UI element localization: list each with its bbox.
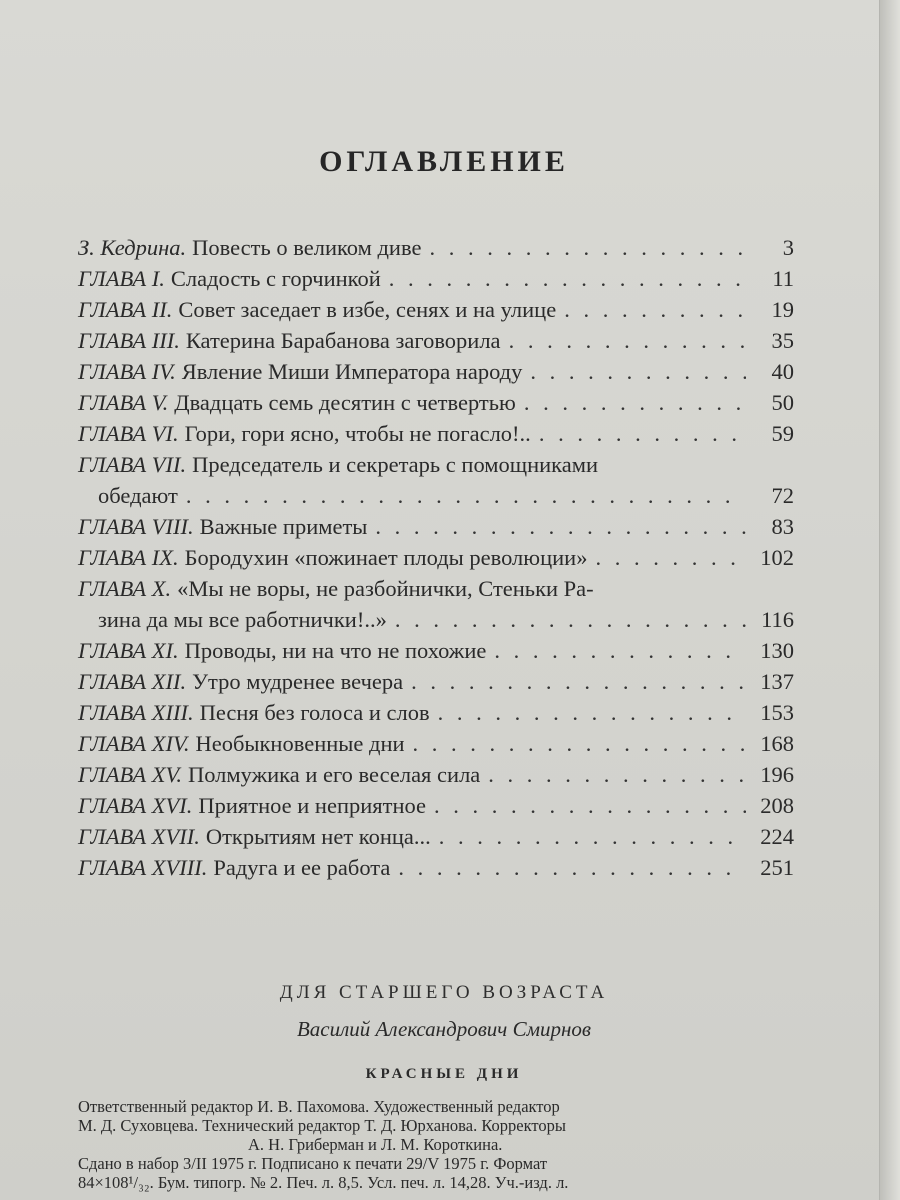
chapter-title: Песня без голоса и слов [199,700,430,725]
page-title: ОГЛАВЛЕНИЕ [319,145,569,178]
chapter-title: «Мы не воры, не разбойнички, Стеньки Ра- [177,576,594,601]
toc-entry [78,821,794,852]
chapter-number: ГЛАВА XV. [78,762,182,787]
page-number: 19 [771,297,794,322]
page-edge [879,0,900,1200]
toc-entry [78,666,794,697]
chapter-title: Председатель и секретарь с помощниками [192,452,599,477]
toc-entry [78,759,794,790]
credits-line: Ответственный редактор И. В. Пахомова. Художественный редактор [78,1097,560,1116]
chapter-title: Проводы, ни на что не похожие [184,638,487,663]
chapter-title: Бородухин «пожинает плоды революции» [184,545,588,570]
dot-leader [411,666,746,697]
toc-entry [78,232,794,263]
dot-leader [398,852,746,883]
book-title: КРАСНЫЕ ДНИ [365,1066,523,1082]
chapter-number: ГЛАВА XIII. [78,700,194,725]
chapter-number: ГЛАВА VI. [78,421,179,446]
toc-entry [78,635,794,666]
dot-leader [413,728,746,759]
author-name: Василий Александрович Смирнов [296,1017,592,1041]
series-label: ДЛЯ СТАРШЕГО ВОЗРАСТА [279,982,609,1003]
chapter-title: Сладость с горчинкой [170,266,381,291]
page-number: 3 [782,235,794,260]
credits-line: А. Н. Гриберман и Л. М. Короткина. [248,1135,503,1154]
toc-entry [78,356,794,387]
toc-entry [78,263,794,294]
dot-leader [530,356,746,387]
chapter-title: Полмужика и его веселая сила [187,762,481,787]
dot-leader [389,263,746,294]
chapter-number: ГЛАВА II. [78,297,173,322]
page-number: 196 [760,762,794,787]
chapter-number: ГЛАВА XVIII. [78,855,208,880]
credits-line: Сдано в набор 3/II 1975 г. Подписано к печати 29/V 1975 г. Формат [78,1154,548,1173]
toc-entry [78,728,794,759]
toc-entry [78,449,794,511]
page-number: 208 [760,793,794,818]
page-number: 102 [760,545,794,570]
chapter-title: Катерина Барабанова заговорила [185,328,501,353]
chapter-title: Необыкновенные дни [195,731,405,756]
chapter-number: З. Кедрина. [78,235,187,260]
dot-leader [509,325,746,356]
page-number: 116 [761,607,794,632]
toc-entry [78,790,794,821]
chapter-title-continued: зина да мы все работнички!..» [98,607,387,632]
dot-leader [438,697,746,728]
chapter-title: Повесть о великом диве [192,235,422,260]
chapter-number: ГЛАВА VII. [78,452,187,477]
toc-entry [78,325,794,356]
chapter-title: Совет заседает в избе, сенях и на улице [178,297,557,322]
page-number: 83 [771,514,794,539]
page-number: 35 [771,328,794,353]
chapter-title: Явление Миши Императора народу [181,359,523,384]
page-number: 40 [771,359,794,384]
chapter-number: ГЛАВА III. [78,328,180,353]
page-number: 72 [771,483,794,508]
chapter-title: Двадцать семь десятин с четвертью [174,390,516,415]
page-number: 11 [772,266,794,291]
chapter-number: ГЛАВА IV. [78,359,176,384]
page-number: 50 [771,390,794,415]
chapter-number: ГЛАВА XII. [78,669,187,694]
dot-leader [375,511,746,542]
toc-entry [78,697,794,728]
chapter-title: Открытиям нет конца... [205,824,431,849]
page-number: 251 [760,855,794,880]
chapter-number: ГЛАВА XI. [78,638,179,663]
dot-leader [494,635,746,666]
page-number: 168 [760,731,794,756]
chapter-number: ГЛАВА VIII. [78,514,194,539]
credits-line: М. Д. Суховцева. Технический редактор Т. Д. Юрханова. Корректоры [78,1116,566,1135]
page-number: 59 [771,421,794,446]
chapter-number: ГЛАВА XIV. [78,731,190,756]
toc-entry [78,418,794,449]
toc-entry [78,542,794,573]
dot-leader [595,542,746,573]
dot-leader [564,294,746,325]
imprint-credits [78,1097,788,1192]
chapter-number: ГЛАВА XVI. [78,793,193,818]
credits-line: 84×108¹/₃₂. Бум. типогр. № 2. Печ. л. 8,5. Усл. печ. л. 14,28. Уч.-изд. л. [78,1173,569,1192]
chapter-title: Важные приметы [199,514,368,539]
page-number: 137 [760,669,794,694]
chapter-number: ГЛАВА V. [78,390,169,415]
chapter-number: ГЛАВА XVII. [78,824,200,849]
toc-entry [78,573,794,635]
chapter-title-continued: обедают [98,483,178,508]
dot-leader [439,821,746,852]
chapter-number: ГЛАВА I. [78,266,165,291]
dot-leader [429,232,746,263]
dot-leader [395,604,746,635]
dot-leader [434,790,746,821]
toc-entry [78,852,794,883]
dot-leader [186,480,746,511]
dot-leader [488,759,746,790]
table-of-contents [78,232,794,883]
toc-entry [78,387,794,418]
page-number: 130 [760,638,794,663]
dot-leader [524,387,746,418]
toc-entry [78,511,794,542]
page-number: 224 [760,824,794,849]
chapter-title: Радуга и ее работа [213,855,391,880]
dot-leader [539,418,746,449]
chapter-title: Утро мудренее вечера [192,669,404,694]
chapter-number: ГЛАВА X. [78,576,172,601]
chapter-title: Приятное и неприятное [198,793,427,818]
toc-entry [78,294,794,325]
chapter-title: Гори, гори ясно, чтобы не погасло!.. [184,421,531,446]
page-number: 153 [760,700,794,725]
chapter-number: ГЛАВА IX. [78,545,179,570]
